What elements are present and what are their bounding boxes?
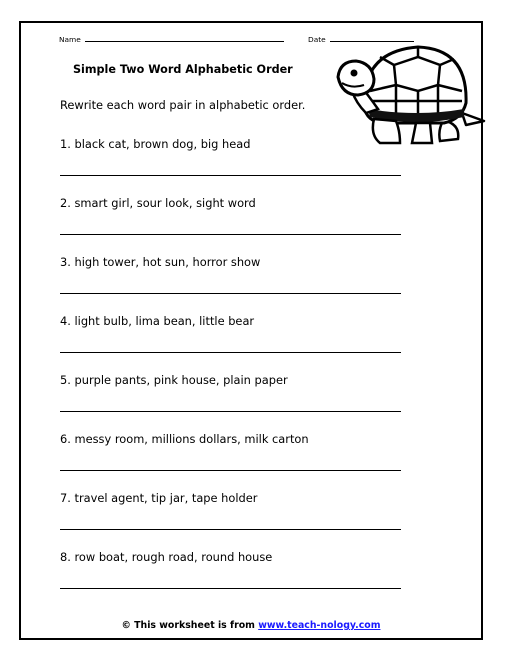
worksheet-page xyxy=(19,21,483,640)
date-label: Date xyxy=(308,35,326,44)
worksheet-title: Simple Two Word Alphabetic Order xyxy=(73,63,293,76)
answer-line-5[interactable] xyxy=(60,410,401,412)
name-blank[interactable] xyxy=(85,33,284,42)
question-5: 5. purple pants, pink house, plain paper xyxy=(60,373,288,387)
name-label: Name xyxy=(59,35,81,44)
question-1: 1. black cat, brown dog, big head xyxy=(60,137,251,151)
footer-credit xyxy=(21,620,481,631)
question-6: 6. messy room, millions dollars, milk carton xyxy=(60,432,309,446)
footer-link[interactable]: www.teach-nology.com xyxy=(258,620,381,631)
name-field xyxy=(59,33,284,44)
question-3: 3. high tower, hot sun, horror show xyxy=(60,255,261,269)
answer-line-6[interactable] xyxy=(60,469,401,471)
answer-line-8[interactable] xyxy=(60,587,401,589)
answer-line-1[interactable] xyxy=(60,174,401,176)
answer-line-3[interactable] xyxy=(60,292,401,294)
question-8: 8. row boat, rough road, round house xyxy=(60,550,273,564)
question-4: 4. light bulb, lima bean, little bear xyxy=(60,314,255,328)
answer-line-4[interactable] xyxy=(60,351,401,353)
turtle-icon xyxy=(334,39,486,147)
question-7: 7. travel agent, tip jar, tape holder xyxy=(60,491,258,505)
answer-line-2[interactable] xyxy=(60,233,401,235)
instructions: Rewrite each word pair in alphabetic order. xyxy=(60,98,306,112)
question-2: 2. smart girl, sour look, sight word xyxy=(60,196,256,210)
answer-line-7[interactable] xyxy=(60,528,401,530)
footer-prefix: © This worksheet is from xyxy=(121,620,255,631)
